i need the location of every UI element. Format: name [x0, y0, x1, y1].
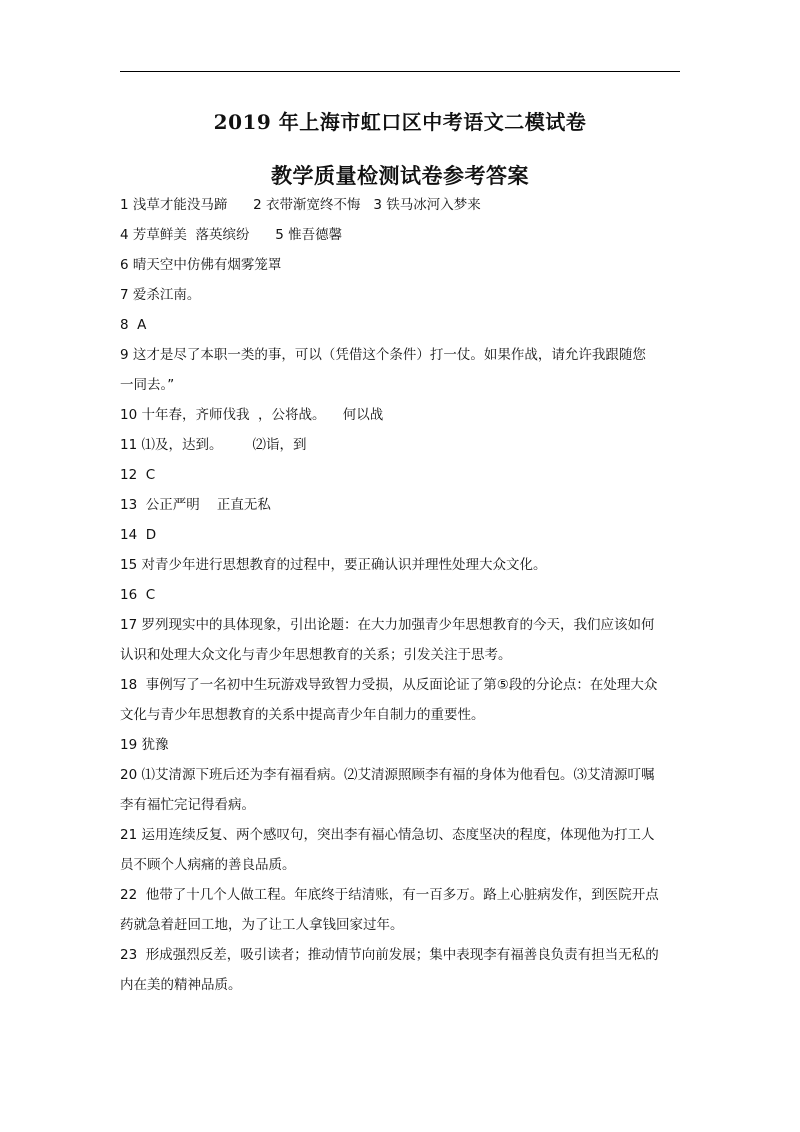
answer-line: 13 公正严明 正直无私: [120, 497, 271, 513]
answer-line: 19 犹豫: [120, 737, 169, 753]
answer-line: 14 D: [120, 527, 157, 543]
answer-line: 4 芳草鲜美 落英缤纷 5 惟吾德馨: [120, 227, 343, 243]
answer-line: 药就急着赶回工地，为了让工人拿钱回家过年。: [120, 917, 404, 933]
answer-line: 22 他带了十几个人做工程。年底终于结清账，有一百多万。路上心脏病发作，到医院开点: [120, 887, 659, 903]
answer-line: 21 运用连续反复、两个感叹句，突出李有福心情急切、态度坚决的程度，体现他为打工人: [120, 827, 655, 843]
answer-line: 一同去。”: [120, 377, 175, 393]
answer-line: 15 对青少年进行思想教育的过程中，要正确认识并理性处理大众文化。: [120, 557, 547, 573]
answer-line: 8 A: [120, 317, 147, 333]
document-title: 2019 年上海市虹口区中考语文二模试卷: [213, 110, 587, 134]
answer-line: 10 十年春，齐师伐我 ，公将战。 何以战: [120, 407, 384, 423]
answer-line: 文化与青少年思想教育的关系中提高青少年自制力的重要性。: [120, 707, 485, 723]
answer-line: 认识和处理大众文化与青少年思想教育的关系；引发关注于思考。: [120, 647, 512, 663]
answer-line: 16 C: [120, 587, 156, 603]
answer-line: 9 这才是尽了本职一类的事，可以（凭借这个条件）打一仗。如果作战，请允许我跟随您: [120, 347, 646, 363]
answer-line: 20 ⑴艾清源下班后还为李有福看病。⑵艾清源照顾李有福的身体为他看包。⑶艾清源叮嘱: [120, 767, 655, 783]
answer-line: 18 事例写了一名初中生玩游戏导致智力受损，从反面论证了第⑤段的分论点：在处理大众: [120, 677, 658, 693]
answer-line: 李有福忙完记得看病。: [120, 797, 255, 813]
answer-line: 23 形成强烈反差，吸引读者；推动情节向前发展；集中表现李有福善良负责有担当无私的: [120, 947, 659, 963]
answer-list: [120, 190, 685, 1000]
header-rule: [120, 71, 680, 72]
answer-line: 内在美的精神品质。: [120, 977, 242, 993]
answer-line: 7 爱杀江南。: [120, 287, 201, 303]
answer-line: 1 浅草才能没马蹄 2 衣带渐宽终不悔 3 铁马冰河入梦来: [120, 197, 481, 213]
answer-line: 12 C: [120, 467, 156, 483]
answer-line: 员不顾个人病痛的善良品质。: [120, 857, 296, 873]
answer-line: 11 ⑴及，达到。 ⑵诣，到: [120, 437, 307, 453]
answer-line: 17 罗列现实中的具体现象，引出论题：在大力加强青少年思想教育的今天，我们应该如何: [120, 617, 655, 633]
answer-line: 6 晴天空中仿佛有烟雾笼罩: [120, 257, 282, 273]
document-subtitle: 教学质量检测试卷参考答案: [271, 163, 529, 188]
